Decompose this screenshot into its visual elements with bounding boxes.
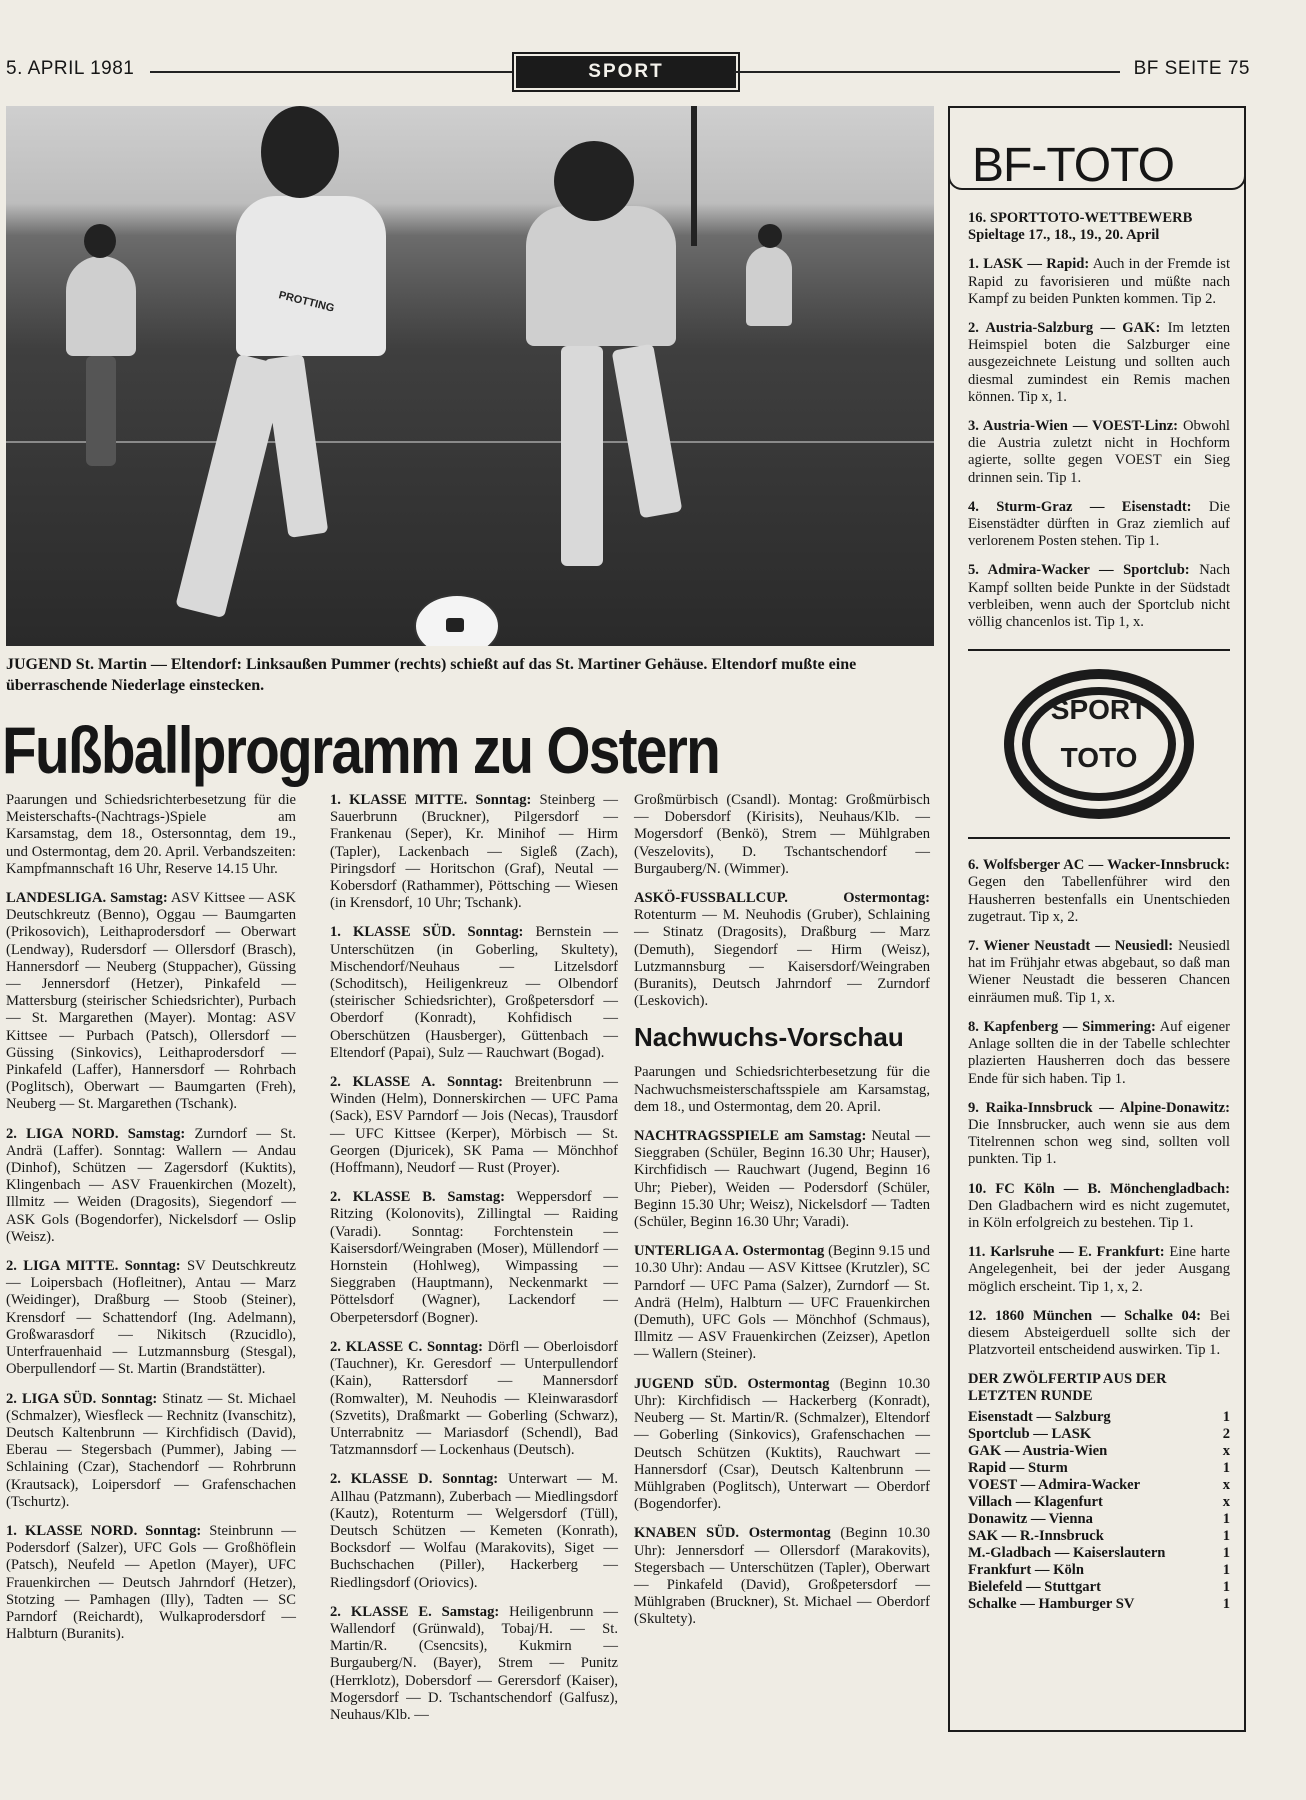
divider	[968, 649, 1230, 651]
paragraph: Großmürbisch (Csandl). Montag: Großmürbisch — Dobersdorf (Kirisits), Neuhaus/Klb. — Mogersdorf (Benkö), Strem — Mühlgraben (Veszelovits), D. Tschantschendorf — Burgauberg/N. (Wimmer).	[634, 792, 930, 877]
youth-preview-heading: Nachwuchs-Vorschau	[634, 1022, 904, 1053]
player-left	[236, 196, 386, 356]
paragraph: 1. KLASSE SÜD. Sonntag: Bernstein — Unterschützen (in Goberling, Skultety), Mischendorf/Neuhaus — Litzelsdorf (Schoditsch), Heiligenkreuz — Olbendorf (steirischer Schiedsrichter), Großpetersdorf — Oberdorf (Konradt), Kohfidisch — Oberschützen (Hausberger), Güttenbach — Eltendorf (Papai), Sulz — Rauchwart (Bogad).	[330, 924, 618, 1061]
tip-row: Bielefeld — Stuttgart 1	[968, 1579, 1230, 1596]
paragraph: Paarungen und Schiedsrichterbesetzung für die Nachwuchsmeisterschaftsspiele am Karsamstag, dem 18., und Ostermontag, dem 20. April.	[634, 1064, 930, 1115]
paragraph: UNTERLIGA A. Ostermontag (Beginn 9.15 und 10.30 Uhr): Andau — ASV Kittsee (Krutzler), SC Parndorf — UFC Pama (Salzer), Zurndorf — St. Andrä (Helm), Halbturn — UFC Frauenkirchen (Demuth), UFC Gols — Mönchhof (Schmaus), Illmitz — ASV Frauenkirchen (Zeizser), Apetlon — Wallern (Steiner).	[634, 1243, 930, 1363]
article-headline: Fußballprogramm zu Ostern	[2, 713, 720, 787]
goal-post	[691, 106, 697, 246]
background-player-right-head	[758, 224, 782, 248]
last-round-tips-title: DER ZWÖLFERTIP AUS DER LETZTEN RUNDE	[968, 1371, 1167, 1405]
background-player-left-head	[84, 224, 116, 258]
background-player-left	[66, 256, 136, 356]
paragraph: 1. KLASSE MITTE. Sonntag: Steinberg — Sauerbrunn (Bruckner), Pilgersdorf — Frankenau (Seper), Kr. Minihof — Hirm (Tapler), Lackenbach — Sigleß (Zach), Piringsdorf — Horitschon (Graf), Neutal — Kobersdorf (Rathammer), Pöttsching — Wiesen (in Krensdorf, 10 Uhr; Tschank).	[330, 792, 618, 912]
bf-toto-box	[948, 106, 1246, 1732]
player-left-leg-2	[264, 354, 329, 538]
background-player-right	[746, 246, 792, 326]
toto-title: BF-TOTO	[972, 139, 1174, 192]
paragraph: 2. KLASSE B. Samstag: Weppersdorf — Ritzing (Kolonovits), Zillingtal — Raiding (Varadi). Sonntag: Forchtenstein — Kaisersdorf/Weingraben (Moser), Müllendorf — Hornstein (Hohlweg), Wimpassing — Sieggraben (Hauptmann), Neckenmarkt — Pöttelsdorf (Wagner), Lackendorf — Oberpetersdorf (Bogner).	[330, 1189, 618, 1326]
player-right-leg	[561, 346, 603, 566]
paragraph: 2. KLASSE A. Sonntag: Breitenbrunn — Winden (Helm), Donnerskirchen — UFC Pama (Sack), ESV Parndorf — Jois (Necas), Trausdorf — UFC Kittsee (Kerper), Mörbisch — St. Georgen (Djuricek), SK Pama — Mönchhof (Hoffmann), Neudorf — Rust (Proyer).	[330, 1074, 618, 1177]
toto-match: 7. Wiener Neustadt — Neusiedl: Neusiedl hat im Frühjahr etwas abgebaut, so daß man Wiener Neustadt die besseren Chancen einräumen muß. Tip 1, x.	[968, 938, 1231, 1006]
paragraph: 2. KLASSE E. Samstag: Heiligenbrunn — Wallendorf (Grünwald), Tobaj/H. — St. Martin/R. (Csencsits), Kukmirn — Burgauberg/N. (Bayer), Strem — Punitz (Herrklotz), Dobersdorf — Gerersdorf (Kaiser), Mogersdorf — D. Tschantschendorf (Galfusz), Neuhaus/Klb. —	[330, 1603, 618, 1723]
logo-text-bottom: TOTO	[1060, 742, 1138, 774]
tip-row: GAK — Austria-Wien x	[968, 1443, 1230, 1460]
photo-caption: JUGEND St. Martin — Eltendorf: Linksaußen Pummer (rechts) schießt auf das St. Martiner Gehäuse. Eltendorf mußte eine überraschende Niederlage einstecken.	[6, 656, 857, 694]
field-line	[6, 441, 934, 443]
toto-match: 2. Austria-Salzburg — GAK: Im letzten Heimspiel boten die Salzburger eine ausgezeichnete Leistung und sollten auch diesmal zumindest ein Remis machen können. Tip x, 1.	[968, 320, 1230, 405]
article-column-3	[634, 792, 930, 1641]
paragraph: Paarungen und Schiedsrichterbesetzung für die Meisterschafts-(Nachtrags-)Spiele am Karsamstag, dem 18., Ostersonntag, dem 19., und Ostermontag, dem 20. April. Verbandszeiten: Kampfmannschaft 16 Uhr, Reserve 14.15 Uhr.	[6, 792, 296, 877]
toto-match: 8. Kapfenberg — Simmering: Auf eigener Anlage sollten die in der Tabelle schlechter plazierten Hausherren doch das bessere Ende für sich haben. Tip 1.	[968, 1018, 1230, 1087]
article-column-1	[6, 792, 296, 1655]
divider	[968, 837, 1230, 839]
player-right-leg-2	[612, 344, 683, 519]
toto-match: 10. FC Köln — B. Mönchengladbach: Den Gladbachern wird es nicht zugemutet, in Köln erfolgreich zu bestehen. Tip 1.	[968, 1180, 1230, 1231]
paragraph: ASKÖ-FUSSBALLCUP. Ostermontag: Rotenturm — M. Neuhodis (Gruber), Schlaining — Stinatz (Dragosits), Draßburg — Marz (Demuth), Siegendorf — Hirm (Weisz), Lutzmannsburg — Kaisersdorf/Weingraben (Buranits), Deutsch Jahrndorf — Zurndorf (Leskovich).	[634, 890, 930, 1010]
section-label: SPORT	[516, 56, 736, 88]
player-left-head	[261, 106, 339, 198]
paragraph: KNABEN SÜD. Ostermontag (Beginn 10.30 Uhr): Jennersdorf — Ollersdorf (Marakovits), Stegersbach — Unterschützen (Tapler), Oberwart — Pinkafeld (David), Großpetersdorf — Mühlgraben (Bruckner), St. Michael — Oberdorf (Skultety).	[634, 1525, 931, 1628]
tip-row: M.-Gladbach — Kaiserslautern 1	[968, 1545, 1230, 1562]
football	[414, 594, 500, 646]
paragraph: 2. LIGA MITTE. Sonntag: SV Deutschkreutz — Loipersbach (Hofleitner), Antau — Marz (Weidinger), Draßburg — Stoob (Steiner), Krensdorf — Schattendorf (Ing. Adelmann), Großwarasdorf — Nikitsch (Rzucidlo), Unterfrauenhaid — Lutzmannsburg (Stesgal), Oberpullendorf — St. Martin (Brandstätter).	[6, 1258, 296, 1378]
page-number: BF SEITE 75	[1133, 58, 1250, 79]
paragraph: NACHTRAGSSPIELE am Samstag: Neutal — Sieggraben (Schüler, Beginn 16.30 Uhr; Hauser), Kirchfidisch — Rauchwart (Jugend, Beginn 16 Uhr; Pieber), Weiden — Podersdorf (Schüler, Beginn 15.30 Uhr; Weisz), Nickelsdorf — Tadten (Schüler, Beginn 16.30 Uhr; Varadi).	[634, 1128, 930, 1231]
match-photo	[6, 106, 934, 646]
tip-row: Schalke — Hamburger SV 1	[968, 1596, 1230, 1613]
paragraph: 2. LIGA SÜD. Sonntag: Stinatz — St. Michael (Schmalzer), Wiesfleck — Rechnitz (Ivanschitz), Deutsch Kaltenbrunn — Kirchfidisch (David), Eberau — Stegersbach (Pummer), Jabing — Schlaining (Czar), Stachendorf — Rohrbrunn (Krautsack), Loipersdorf — Grafenschachen (Tschurtz).	[6, 1390, 296, 1510]
paragraph: LANDESLIGA. Samstag: ASV Kittsee — ASK Deutschkreutz (Benno), Oggau — Baumgarten (Prikosovich), Leithaprodersdorf — Oberwart (Lendway), Rudersdorf — Ollersdorf (Brasch), Hannersdorf — Neuberg (Stuppacher), Güssing — Jennersdorf (Hetzer), Pinkafeld — Mattersburg (steirischer Schiedsrichter), Purbach — St. Margarethen (Mayer). Montag: ASV Kittsee — Purbach (Patsch), Ollersdorf — Güssing (Sinkovics), Leithaprodersdorf — Pinkafeld (Laffer), Hannersdorf — Rohrbach (Poglitsch), Oberwart — Baumgarten (Freh), Neuberg — St. Margarethen (Tschank).	[6, 890, 296, 1113]
tip-row: Donawitz — Vienna 1	[968, 1511, 1230, 1528]
toto-match: 5. Admira-Wacker — Sportclub: Nach Kampf sollten beide Punkte in der Südstadt verbleiben, wenn auch der Sportclub nicht völlig chancenlos ist. Tip 1, x.	[968, 562, 1230, 631]
paragraph: 1. KLASSE NORD. Sonntag: Steinbrunn — Podersdorf (Salzer), UFC Gols — Großhöflein (Patsch), Neufeld — Apetlon (Mayer), UFC Frauenkirchen — Deutsch Jahrndorf (Hetzer), Stotzing — Pamhagen (Illy), Tadten — SC Parndorf (Reichardt), Wulkaprodersdorf — Halbturn (Buranits).	[6, 1522, 296, 1643]
paragraph: JUGEND SÜD. Ostermontag (Beginn 10.30 Uhr): Kirchfidisch — Hackerberg (Konradt), Neuberg — St. Martin/R. (Schmalzer), Eltendorf — Goberling (Sinkovics), Grafenschachen — Deutsch Schützen (Kuktits), Rauchwart — Hannersdorf (Csar), Deutsch Kaltenbrunn — Mühlgraben (Poglitsch), Unterwart — Oberdorf (Bogendorfer).	[634, 1375, 931, 1513]
header-rule-right	[734, 71, 1120, 73]
article-column-2	[330, 792, 618, 1736]
tip-row: VOEST — Admira-Wacker x	[968, 1477, 1230, 1494]
toto-subtitle: 16. SPORTTOTO-WETTBEWERB Spieltage 17., 18., 19., 20. April	[968, 210, 1193, 244]
toto-match: 6. Wolfsberger AC — Wacker-Innsbruck: Gegen den Tabellenführer wird den Hausherren bestenfalls ein Unentschieden zugetraut. Tip x, 2.	[968, 857, 1230, 925]
tip-row: Sportclub — LASK 2	[968, 1426, 1230, 1443]
tip-row: Eisenstadt — Salzburg 1	[968, 1409, 1230, 1426]
last-round-tips	[968, 1409, 1230, 1613]
player-right	[526, 206, 676, 346]
toto-header	[948, 106, 1246, 190]
toto-match: 3. Austria-Wien — VOEST-Linz: Obwohl die Austria zuletzt nicht in Hochform agierte, sollte gegen VOEST ein Sieg drinnen sein. Tip 1.	[968, 418, 1230, 486]
toto-content	[968, 210, 1230, 1613]
background-player-left-legs	[86, 356, 116, 466]
toto-match: 9. Raika-Innsbruck — Alpine-Donawitz: Die Innsbrucker, auch wenn sie aus dem Titelrennen schon weg sind, sollten voll punkten. Tip 1.	[968, 1099, 1230, 1168]
paragraph: 2. KLASSE D. Sonntag: Unterwart — M. Allhau (Patzmann), Zuberbach — Miedlingsdorf (Kautz), Rotenturm — Welgersdorf (Tüll), Deutsch Schützen — Kemeten (Konrath), Bocksdorf — Wolfau (Marakovits), Siget — Buchschachen (Piller), Hackerberg — Riedlingsdorf (Oriovics).	[330, 1471, 618, 1591]
tip-row: Frankfurt — Köln 1	[968, 1562, 1230, 1579]
tip-row: Rapid — Sturm 1	[968, 1460, 1230, 1477]
issue-date: 5. APRIL 1981	[6, 58, 135, 79]
tip-row: Villach — Klagenfurt x	[968, 1494, 1230, 1511]
shirt-print: PROTTING	[277, 289, 336, 315]
player-right-head	[554, 141, 634, 221]
toto-match: 11. Karlsruhe — E. Frankfurt: Eine harte Angelegenheit, bei der jeder Ausgang möglich erscheint. Tip 1, x, 2.	[968, 1244, 1230, 1295]
logo-text-top: SPORT	[1050, 694, 1148, 726]
toto-match: 4. Sturm-Graz — Eisenstadt: Die Eisenstädter dürften in Graz ziemlich auf verlorenem Posten stehen. Tip 1.	[968, 498, 1230, 550]
header-rule-left	[150, 71, 512, 73]
toto-match: 12. 1860 München — Schalke 04: Bei diesem Absteigerduell sollte sich der Platzvorteil entscheidend auswirken. Tip 1.	[968, 1307, 1230, 1359]
tip-row: SAK — R.-Innsbruck 1	[968, 1528, 1230, 1545]
paragraph: 2. LIGA NORD. Samstag: Zurndorf — St. Andrä (Laffer). Sonntag: Wallern — Andau (Dinhof), Schützen — Zagersdorf (Kuktits), Klingenbach — ASV Frauenkirchen (Mozelt), Illmitz — Weiden (Dragosits), Siegendorf — ASK Gols (Bogendorfer), Nickelsdorf — Oslip (Weisz).	[6, 1125, 296, 1245]
toto-match: 1. LASK — Rapid: Auch in der Fremde ist Rapid zu favorisieren und müßte nach Kampf zu beiden Punkten kommen. Tip 2.	[968, 256, 1230, 307]
sporttoto-logo	[1004, 669, 1194, 819]
page-header	[0, 56, 1250, 86]
paragraph: 2. KLASSE C. Sonntag: Dörfl — Oberloisdorf (Tauchner), Kr. Geresdorf — Unterpullendorf (Kain), Rattersdorf — Mannersdorf (Romwalter), M. Neuhodis — Kleinwarasdorf (Szvetits), Draßmarkt — Goberling (Schwarz), Unterrabnitz — Mariasdorf (Schendl), Bad Tatzmannsdorf — Lockenhaus (Deutsch).	[330, 1338, 618, 1459]
